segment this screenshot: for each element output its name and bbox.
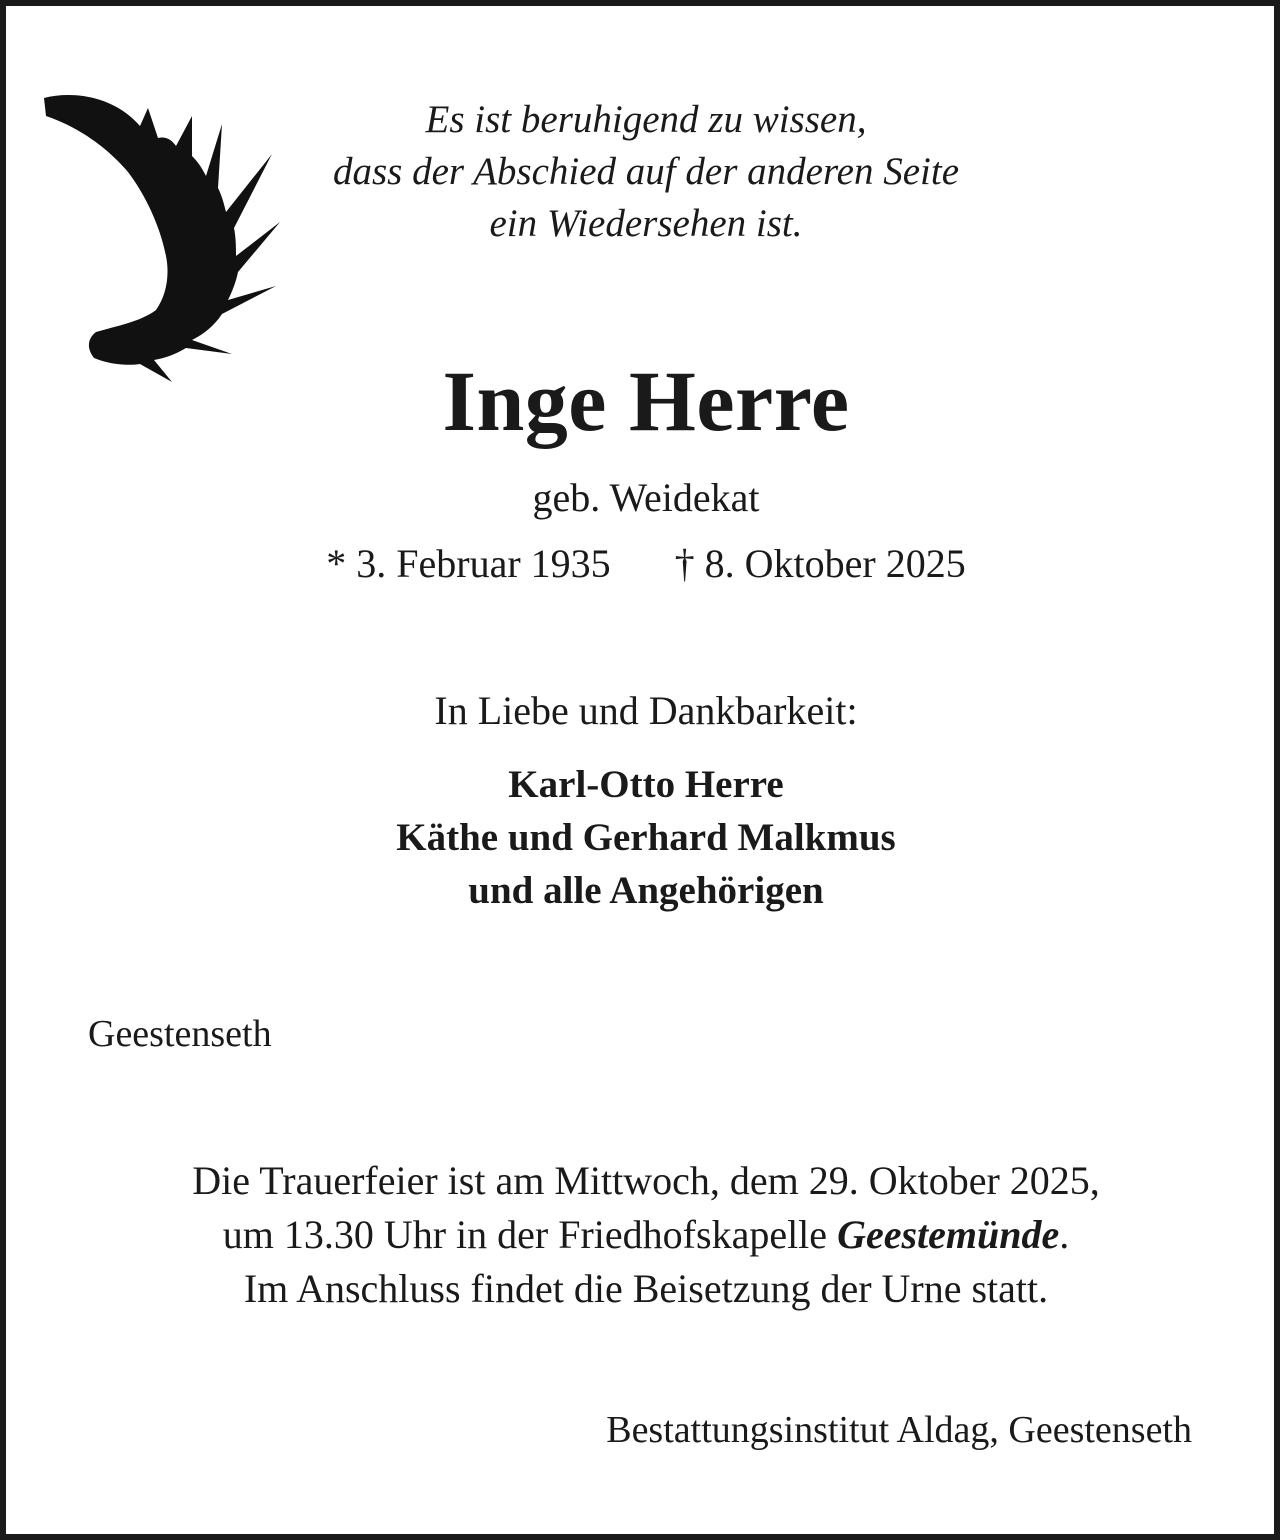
death-date: † 8. Oktober 2025 — [674, 541, 966, 586]
place-name: Geestenseth — [88, 1013, 272, 1055]
ceremony-info — [6, 1154, 1280, 1316]
mourners-intro: In Liebe und Dankbarkeit: — [434, 688, 858, 733]
mourner-name: und alle Angehörigen — [468, 869, 824, 912]
undertaker-credit: Bestattungsinstitut Aldag, Geestenseth — [606, 1409, 1192, 1451]
life-dates — [6, 538, 1280, 590]
ceremony-line: Die Trauerfeier ist am Mittwoch, dem 29. Oktober 2025, — [192, 1158, 1100, 1203]
ceremony-line: Im Anschluss findet die Beisetzung der Urne statt. — [243, 1266, 1049, 1311]
chapel-location: Geestemünde — [837, 1212, 1060, 1257]
farewell-quote — [246, 94, 1046, 250]
quote-line: ein Wiedersehen ist. — [489, 202, 803, 245]
deceased-name: Inge Herre — [442, 353, 850, 449]
mourners-list — [6, 758, 1280, 917]
quote-line: Es ist beruhigend zu wissen, — [425, 98, 867, 141]
ceremony-line-prefix: um 13.30 Uhr in der Friedhofskapelle — [222, 1212, 838, 1257]
mourner-name: Käthe und Gerhard Malkmus — [396, 816, 896, 859]
birth-name: geb. Weidekat — [532, 475, 760, 520]
mourner-name: Karl-Otto Herre — [508, 763, 784, 806]
ceremony-line — [6, 1208, 1280, 1262]
ceremony-line-suffix: . — [1059, 1212, 1070, 1257]
quote-line: dass der Abschied auf der anderen Seite — [332, 150, 960, 193]
birth-date: * 3. Februar 1935 — [326, 541, 611, 586]
